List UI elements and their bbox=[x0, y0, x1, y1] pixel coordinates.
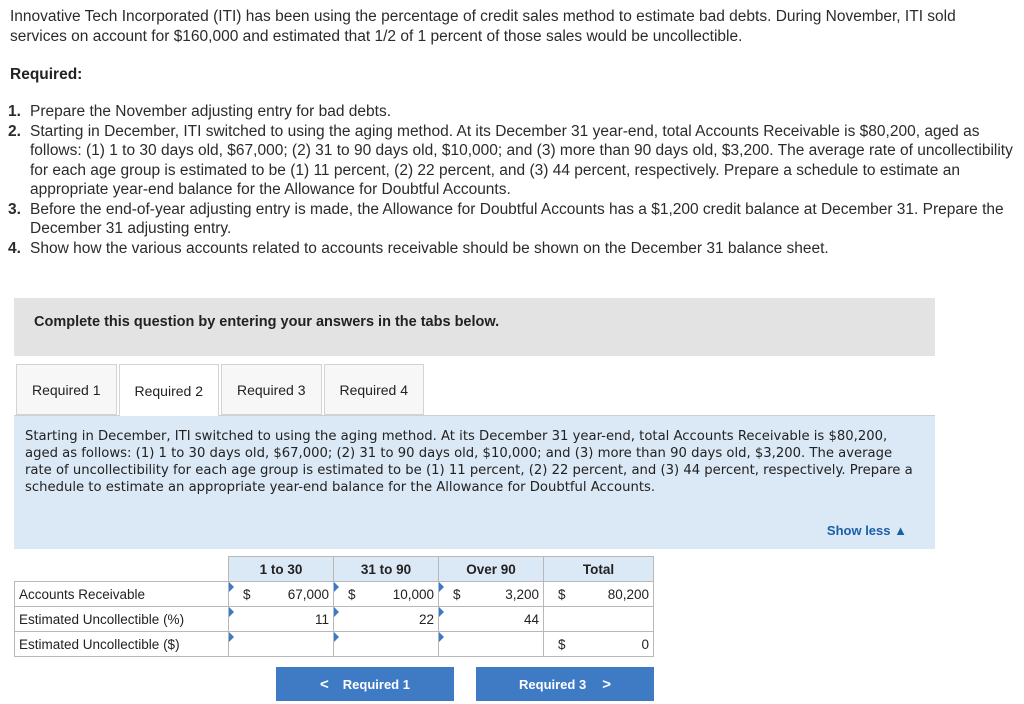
input-cell[interactable] bbox=[439, 582, 544, 607]
cell-value: 80,200 bbox=[607, 587, 649, 602]
tab-required-3[interactable]: Required 3 bbox=[221, 364, 322, 415]
total-cell bbox=[544, 607, 654, 632]
input-cell[interactable] bbox=[334, 607, 439, 632]
row-label: Estimated Uncollectible ($) bbox=[15, 632, 229, 657]
problem-intro: Innovative Tech Incorporated (ITI) has been using the percentage of credit sales method to estimate bad debts. During November, ITI sold services on account for $160,000 and estimated that 1/2 of 1 percent of those sales would be uncollectible. bbox=[10, 8, 956, 45]
aging-schedule-table bbox=[14, 556, 654, 657]
table-header-row bbox=[15, 557, 654, 582]
input-cell[interactable] bbox=[229, 632, 334, 657]
cell-value: 22 bbox=[418, 612, 434, 627]
requirement-number: 2. bbox=[8, 122, 21, 140]
table-header: 31 to 90 bbox=[334, 557, 439, 582]
requirement-number: 1. bbox=[8, 103, 21, 120]
question-panel bbox=[14, 416, 935, 549]
cell-value: 67,000 bbox=[287, 587, 329, 602]
requirements-list bbox=[8, 102, 1020, 258]
panel-question-text: Starting in December, ITI switched to using the aging method. At its December 31 year-end, total Accounts Receivable is $80,200, aged as follows: (1) 1 to 30 days old, $67,000; (2) 31 to 90 days old, $10,000; and (3) more than 90 days old, $3,200. The average rate of uncollectibility for each age group is estimated to be (1) 11 percent, (2) 22 percent, and (3) 44 percent, respectively. Prepare a schedule to estimate an appropriate year-end balance for the Allowance for Doubtful Accounts. bbox=[25, 429, 913, 495]
table-row bbox=[15, 607, 654, 632]
requirement-text: Prepare the November adjusting entry for bad debts. bbox=[30, 103, 392, 120]
cell-value: 11 bbox=[314, 612, 329, 627]
tab-required-1[interactable]: Required 1 bbox=[16, 364, 117, 415]
tab-required-2[interactable]: Required 2 bbox=[119, 364, 220, 417]
currency-symbol: $ bbox=[558, 587, 566, 602]
requirement-text: Starting in December, ITI switched to using the aging method. At its December 31 year-end, total Accounts Receivable is $80,200, aged as follows: (1) 1 to 30 days old, $67,000; (2) 31 to 90 days old, $10,000; and (3) more than 90 days old, $3,200. The average rate of uncollectibility for each age group is estimated to be (1) 11 percent, (2) 22 percent, and (3) 44 percent, respectively. Prepare a schedule to estimate an appropriate year-end balance for the Allowance for Doubtful Accounts. bbox=[30, 122, 1013, 198]
required-heading: Required: bbox=[10, 66, 83, 83]
requirement-item bbox=[8, 239, 1020, 259]
cell-value: 3,200 bbox=[505, 587, 539, 602]
row-label: Estimated Uncollectible (%) bbox=[15, 607, 229, 632]
next-required-button[interactable] bbox=[476, 667, 654, 701]
input-cell[interactable] bbox=[334, 632, 439, 657]
total-cell bbox=[544, 632, 654, 657]
requirement-text: Before the end-of-year adjusting entry is made, the Allowance for Doubtful Accounts has a $1,200 credit balance at December 31. Prepare the December 31 adjusting entry. bbox=[30, 200, 1004, 237]
currency-symbol: $ bbox=[243, 587, 251, 602]
total-cell bbox=[544, 582, 654, 607]
currency-symbol: $ bbox=[558, 637, 566, 652]
instructions-banner bbox=[14, 298, 935, 356]
input-cell[interactable] bbox=[439, 632, 544, 657]
requirement-item bbox=[8, 200, 1020, 239]
prev-required-button[interactable] bbox=[276, 667, 454, 701]
table-header: Total bbox=[544, 557, 654, 582]
tab-bar bbox=[16, 364, 426, 416]
requirement-item bbox=[8, 122, 1020, 200]
table-header: Over 90 bbox=[439, 557, 544, 582]
chevron-left-icon: < bbox=[320, 675, 329, 693]
triangle-up-icon: ▲ bbox=[894, 523, 907, 538]
input-cell[interactable] bbox=[229, 607, 334, 632]
chevron-right-icon: > bbox=[602, 675, 611, 693]
prev-button-label: Required 1 bbox=[342, 676, 410, 692]
row-label: Accounts Receivable bbox=[15, 582, 229, 607]
cell-value: 0 bbox=[641, 637, 649, 652]
table-header-empty bbox=[15, 557, 229, 582]
requirement-number: 3. bbox=[8, 200, 21, 218]
input-cell[interactable] bbox=[229, 582, 334, 607]
input-cell[interactable] bbox=[439, 607, 544, 632]
table-row bbox=[15, 632, 654, 657]
input-cell[interactable] bbox=[334, 582, 439, 607]
requirement-text: Show how the various accounts related to accounts receivable should be shown on the December 31 balance sheet. bbox=[30, 239, 829, 257]
banner-text: Complete this question by entering your answers in the tabs below. bbox=[34, 314, 500, 330]
requirement-item bbox=[8, 102, 1020, 122]
show-less-label: Show less bbox=[826, 523, 891, 538]
show-less-link[interactable] bbox=[827, 523, 907, 538]
requirement-number: 4. bbox=[8, 239, 21, 257]
currency-symbol: $ bbox=[348, 587, 356, 602]
currency-symbol: $ bbox=[453, 587, 461, 602]
next-button-label: Required 3 bbox=[519, 676, 587, 692]
table-header: 1 to 30 bbox=[229, 557, 334, 582]
cell-value: 10,000 bbox=[392, 587, 434, 602]
cell-value: 44 bbox=[523, 612, 539, 627]
table-row bbox=[15, 582, 654, 607]
tab-required-4[interactable]: Required 4 bbox=[324, 364, 425, 415]
